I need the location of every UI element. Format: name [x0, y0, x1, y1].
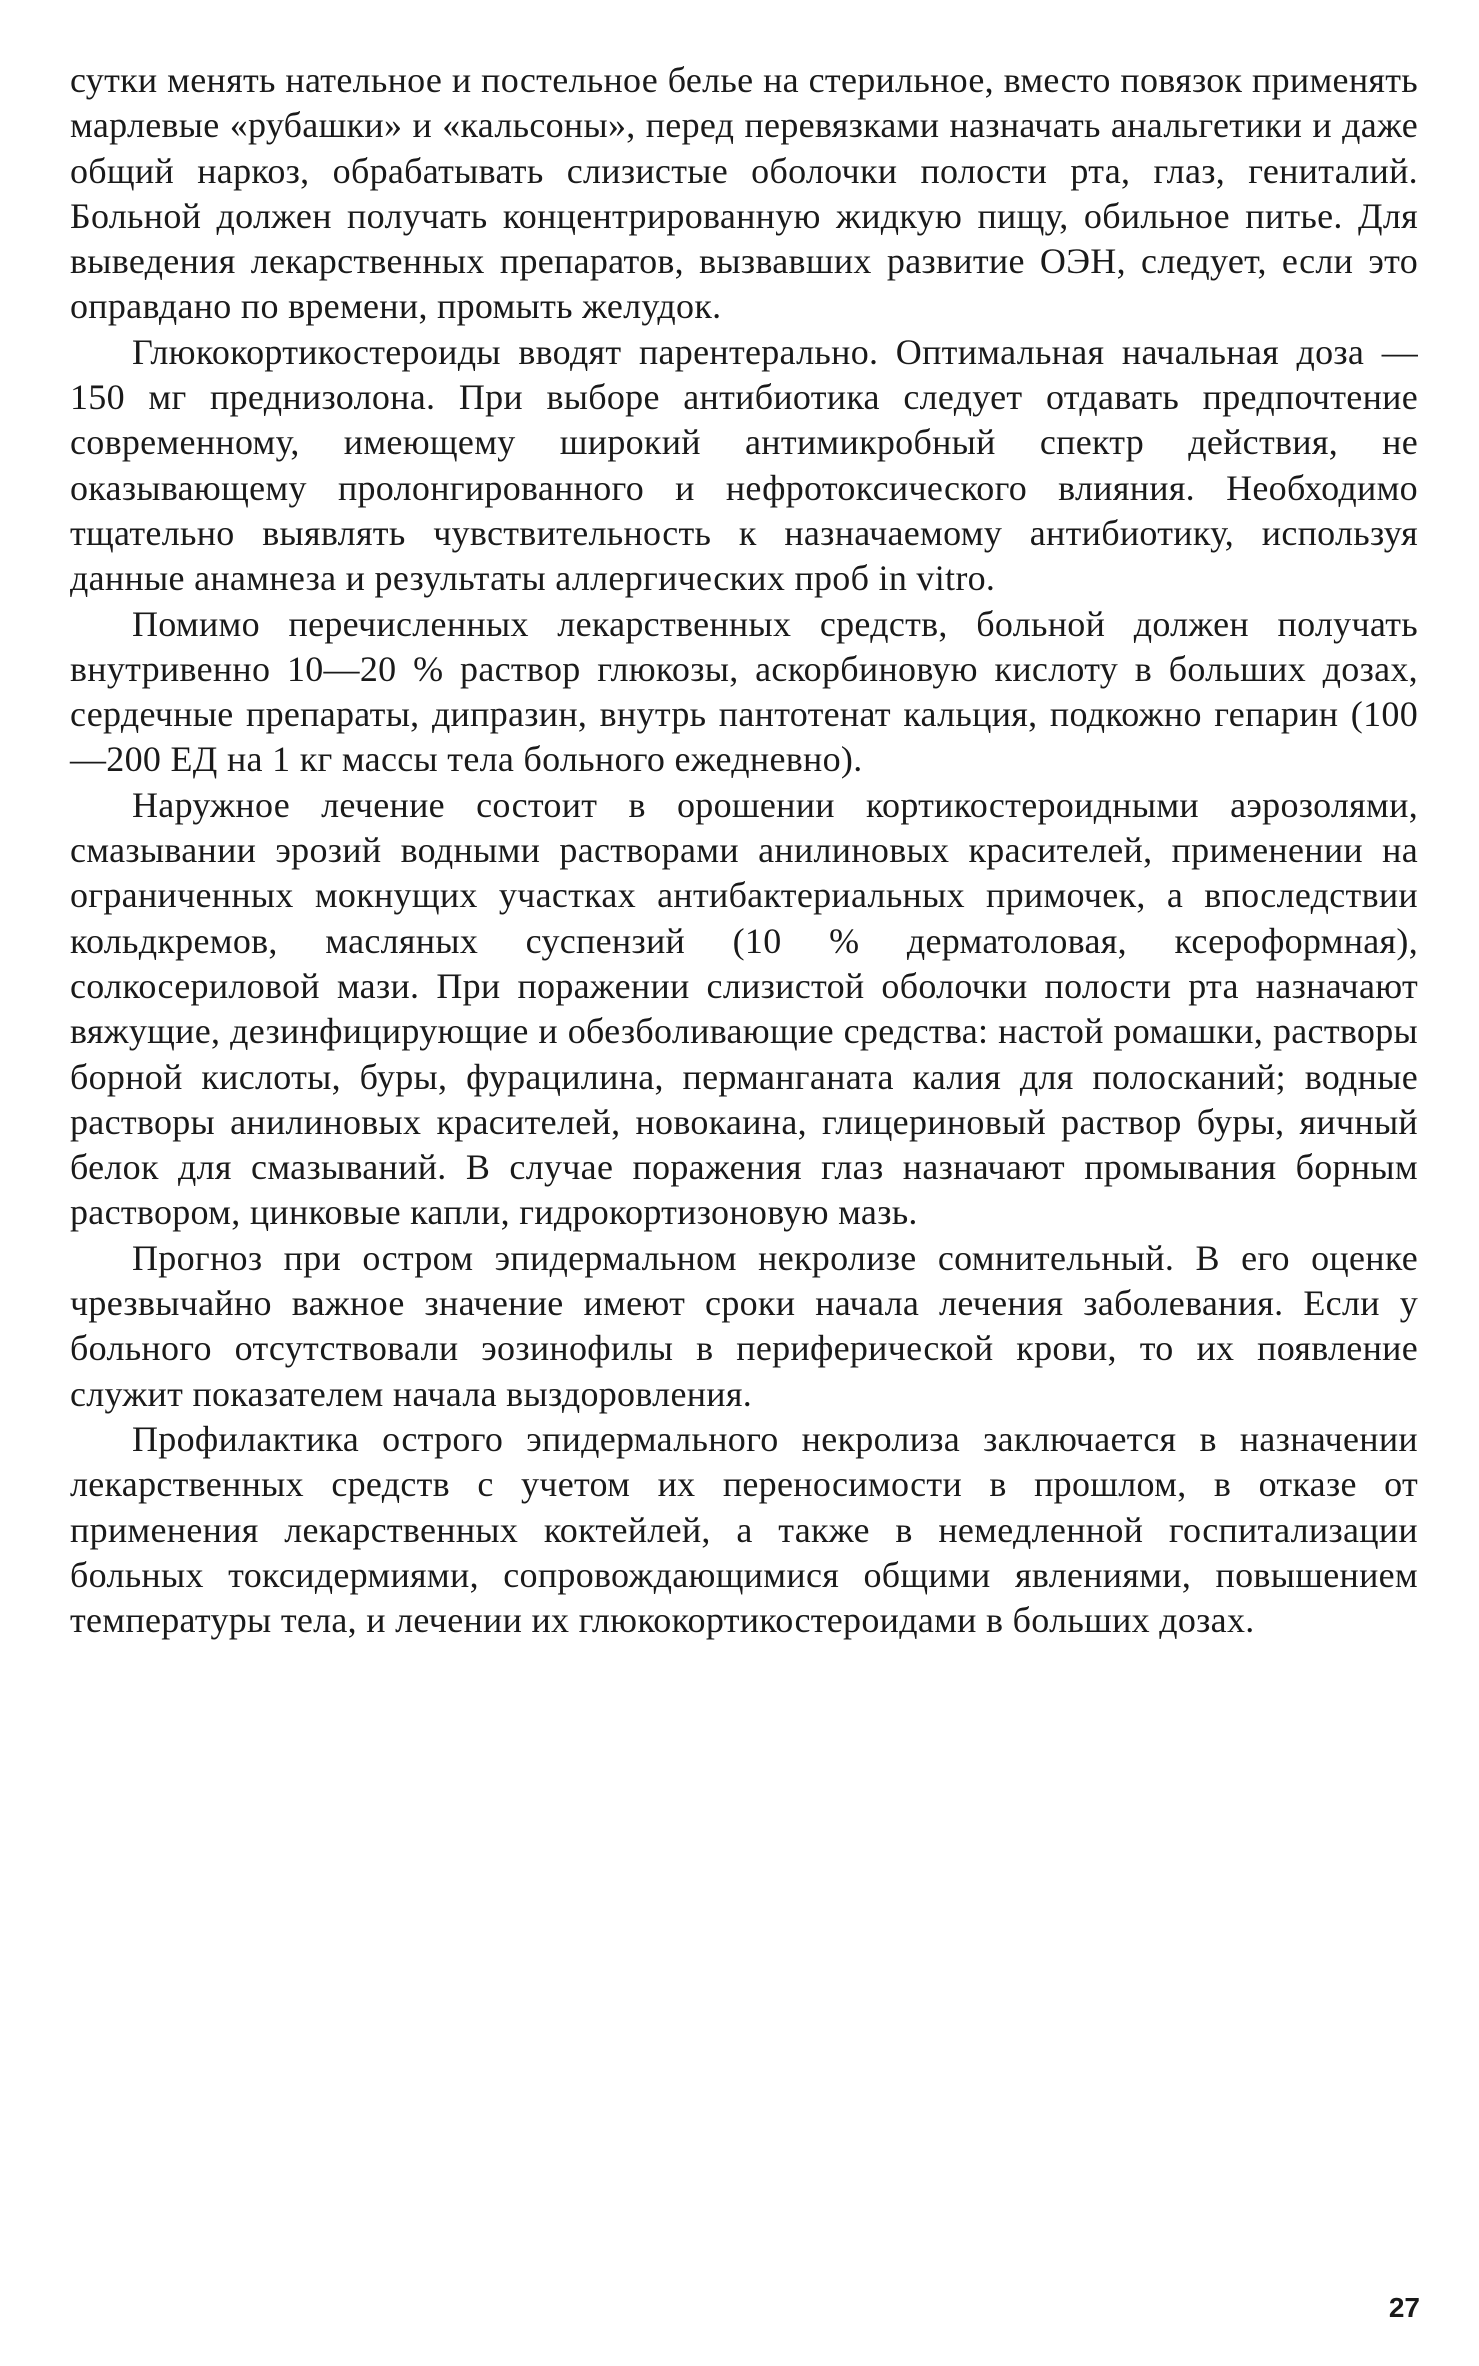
paragraph-external-treatment: Наружное лечение состоит в орошении кортикостероидными аэрозолями, смазывании эрозий водными растворами анилиновых красителей, применении на ограниченных мокнущих участках антибактериальных примочек, а впоследствии кольдкремов, масляных суспензий (10 % дерматоловая, ксероформная), солкосериловой мази. При поражении слизистой оболочки полости рта назначают вяжущие, дезинфицирующие и обезболивающие средства: настой ромашки, растворы борной кислоты, буры, фурацилина, перманганата калия для полосканий; водные растворы анилиновых красителей, новокаина, глицериновый раствор буры, яичный белок для смазываний. В случае поражения глаз назначают промывания борным раствором, цинковые капли, гидрокортизоновую мазь.	[70, 784, 1418, 1233]
page-body	[70, 58, 1418, 1643]
page-number: 27	[1388, 2292, 1420, 2323]
paragraph-additional-medications: Помимо перечисленных лекарственных средств, больной должен получать внутривенно 10—20 % раствор глюкозы, аскорбиновую кислоту в больших дозах, сердечные препараты, дипразин, внутрь пантотенат кальция, подкожно гепарин (100—200 ЕД на 1 кг массы тела больного ежедневно).	[70, 603, 1418, 780]
paragraph-glucocorticoids: Глюкокортикостероиды вводят парентерально. Оптимальная начальная доза — 150 мг преднизолона. При выборе антибиотика следует отдавать предпочтение современному, имеющему широкий антимикробный спектр действия, не оказывающему пролонгированного и нефротоксического влияния. Необходимо тщательно выявлять чувствительность к назначаемому антибиотику, используя данные анамнеза и результаты аллергических проб in vitro.	[70, 331, 1418, 599]
paragraph-prognosis: Прогноз при остром эпидермальном некролизе сомнительный. В его оценке чрезвычайно важное значение имеют сроки начала лечения заболевания. Если у больного отсутствовали эозинофилы в периферической крови, то их появление служит показателем начала выздоровления.	[70, 1237, 1418, 1414]
paragraph-prevention: Профилактика острого эпидермального некролиза заключается в назначении лекарственных средств с учетом их переносимости в прошлом, в отказе от применения лекарственных коктейлей, а также в немедленной госпитализации больных токсидермиями, сопровождающимися общими явлениями, повышением температуры тела, и лечении их глюкокортикостероидами в больших дозах.	[70, 1418, 1418, 1641]
paragraph-patient-care-continued: сутки менять нательное и постельное белье на стерильное, вместо повязок применять марлевые «рубашки» и «кальсоны», перед перевязками назначать анальгетики и даже общий наркоз, обрабатывать слизистые оболочки полости рта, глаз, гениталий. Больной должен получать концентрированную жидкую пищу, обильное питье. Для выведения лекарственных препаратов, вызвавших развитие ОЭН, следует, если это оправдано по времени, промыть желудок.	[70, 60, 1418, 327]
